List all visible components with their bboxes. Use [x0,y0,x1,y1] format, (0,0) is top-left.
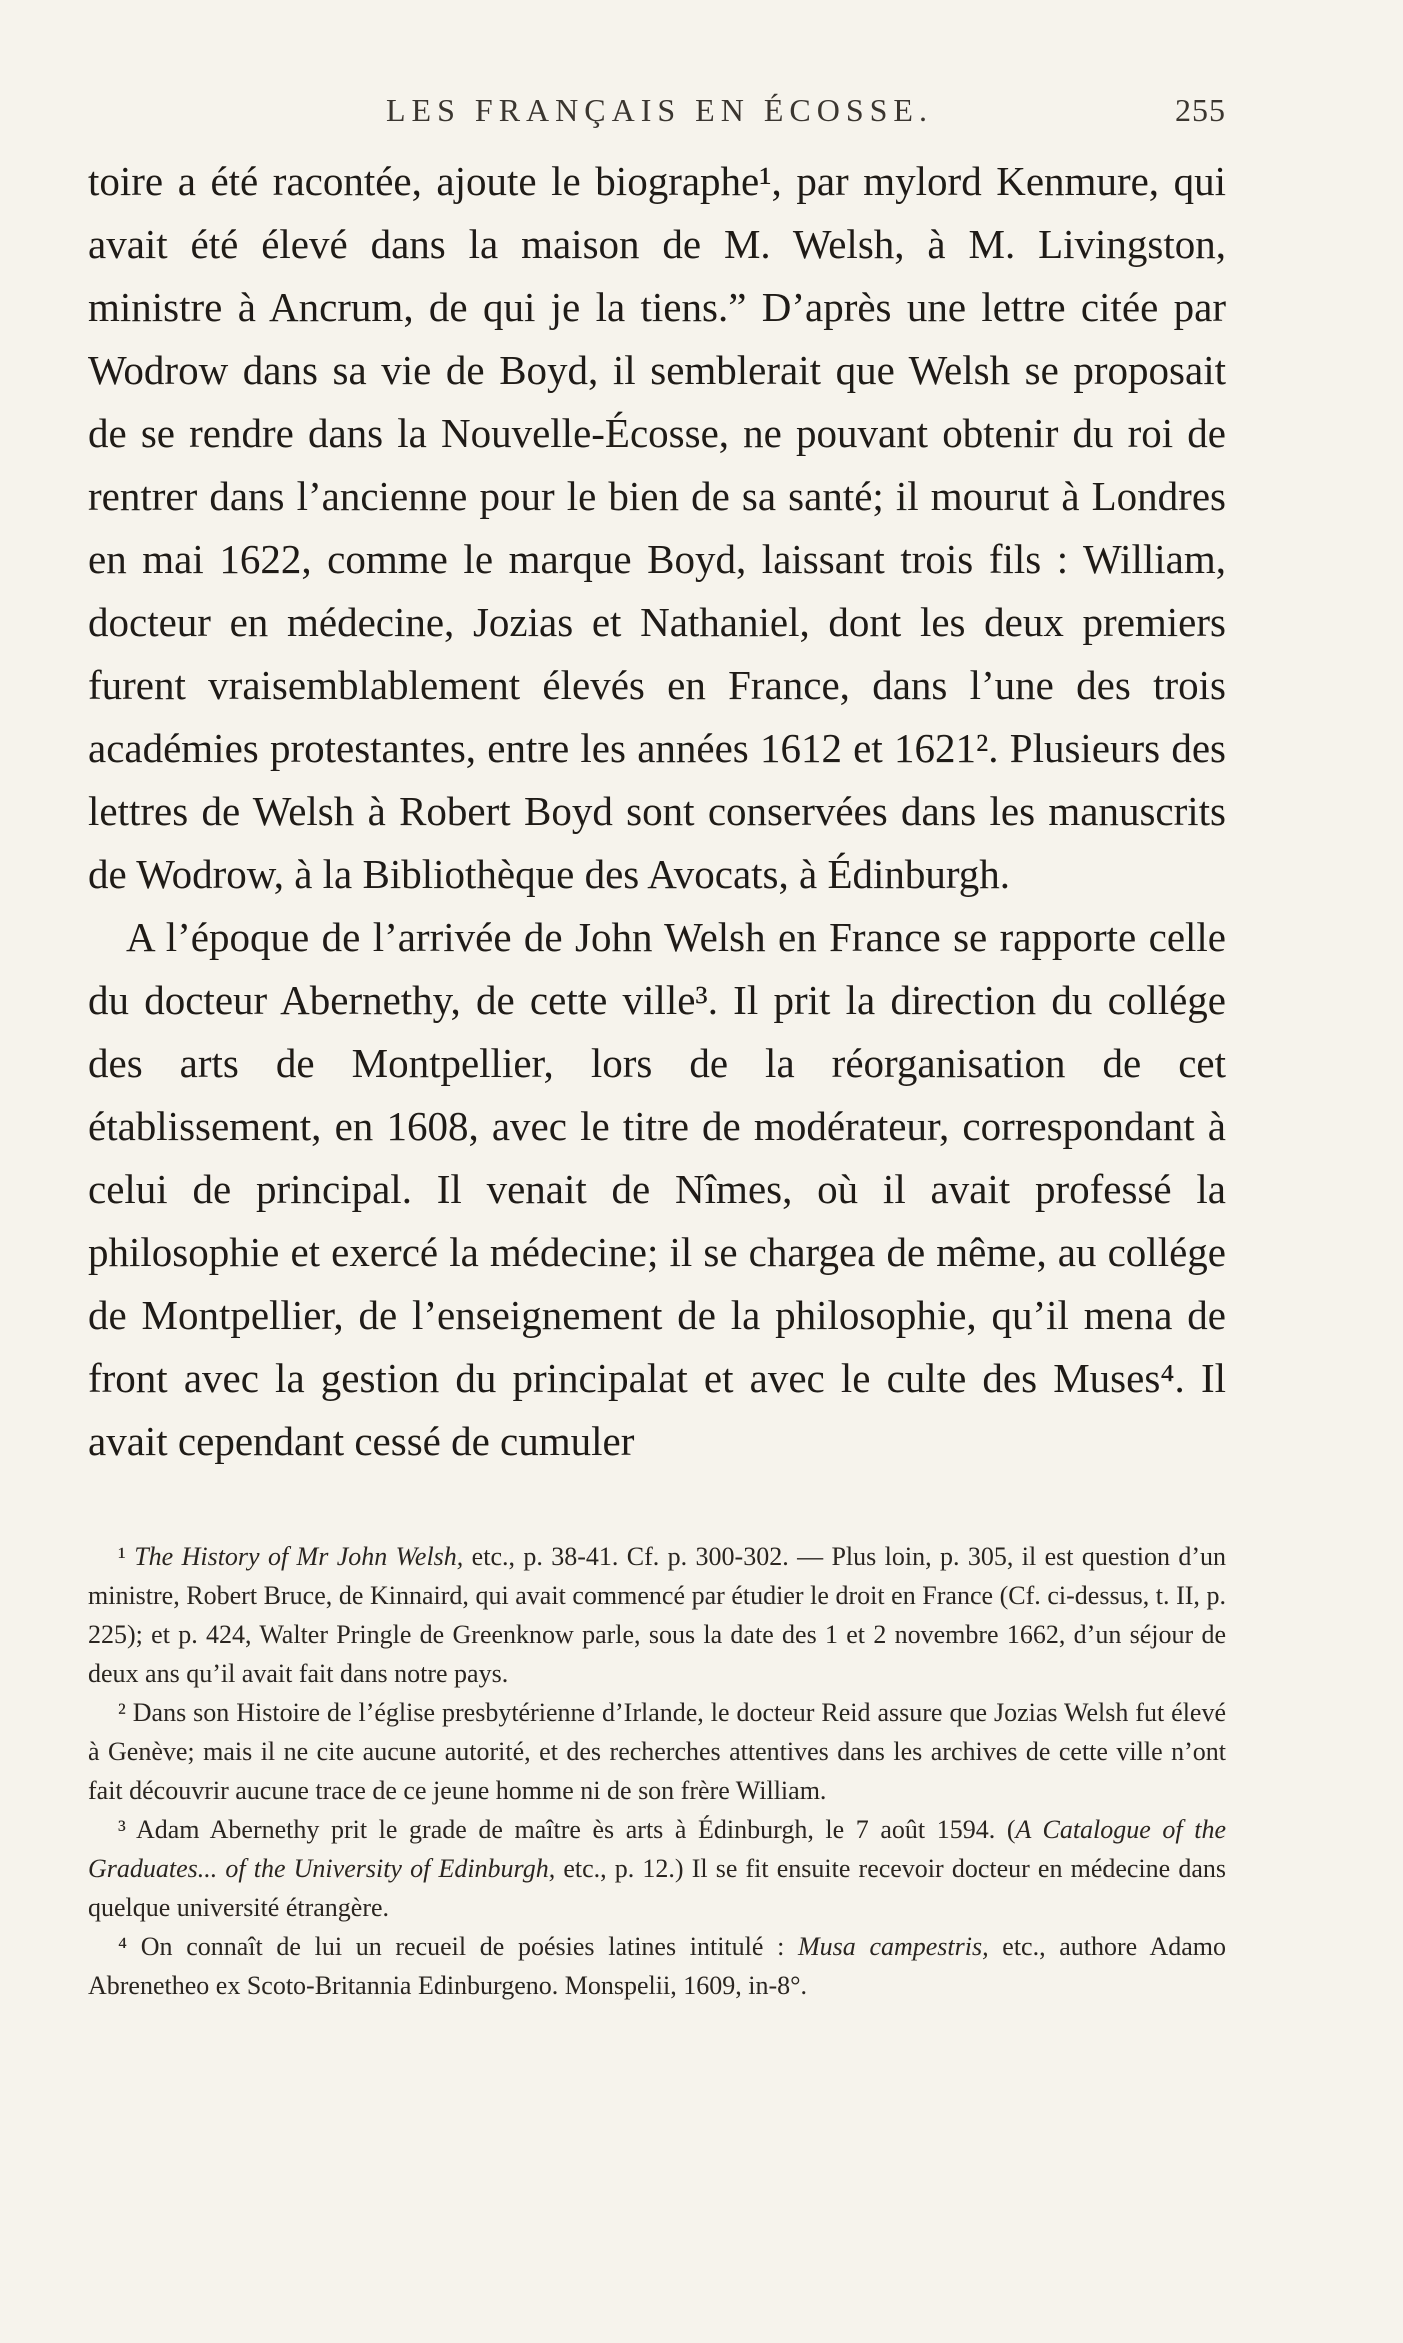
footnote-3-title: A Catalogue of the Graduates... of the University of Edinburgh, [88,1815,1226,1883]
footnote-3-mark: ³ [118,1815,126,1844]
footnote-3 [88,1810,1226,1927]
footnote-2-mark: ² [118,1698,126,1727]
footnote-2 [88,1693,1226,1810]
footnote-4-text-a: On connaît de lui un recueil de poésies latines intitulé : [127,1932,798,1961]
body-text [88,150,1226,1473]
paragraph-1: toire a été racontée, ajoute le biographe¹, par mylord Kenmure, qui avait été élevé dans la maison de M. Welsh, à M. Livingston, ministre à Ancrum, de qui je la tiens.” D’après une lettre citée par Wodrow dans sa vie de Boyd, il semblerait que Welsh se proposait de se rendre dans la Nouvelle-Écosse, ne pouvant obtenir du roi de rentrer dans l’ancienne pour le bien de sa santé; il mourut à Londres en mai 1622, comme le marque Boyd, laissant trois fils : William, docteur en médecine, Jozias et Nathaniel, dont les deux premiers furent vraisemblablement élevés en France, dans l’une des trois académies protestantes, entre les années 1612 et 1621². Plusieurs des lettres de Welsh à Robert Boyd sont conservées dans les manuscrits de Wodrow, à la Bibliothèque des Avocats, à Édinburgh. [88,158,1226,897]
running-head-title: LES FRANÇAIS EN ÉCOSSE. [386,92,933,128]
footnote-2-text: Dans son Histoire de l’église presbytérienne d’Irlande, le docteur Reid assure que Jozias Welsh fut élevé à Genève; mais il ne cite aucune autorité, et des recherches attentives dans les archives de cette ville n’ont fait découvrir aucune trace de ce jeune homme ni de son frère William. [88,1698,1226,1805]
footnotes [88,1537,1226,2005]
page-number: 255 [1175,92,1226,128]
footnote-4-mark: ⁴ [118,1932,128,1961]
book-page [88,92,1226,2005]
paragraph-2: A l’époque de l’arrivée de John Welsh en France se rapporte celle du docteur Abernethy, de cette ville³. Il prit la direction du collége des arts de Montpellier, lors de la réorganisation de cet établissement, en 1608, avec le titre de modérateur, correspondant à celui de principal. Il venait de Nîmes, où il avait professé la philosophie et exercé la médecine; il se chargea de même, au collége de Montpellier, de l’enseignement de la philosophie, qu’il mena de front avec la gestion du principalat et avec le culte des Muses⁴. Il avait cependant cessé de cumuler [88,914,1226,1464]
footnote-1 [88,1537,1226,1693]
running-head [88,92,1226,150]
footnote-1-mark: ¹ [118,1542,126,1571]
footnote-1-title: The History of Mr John Welsh, [134,1542,464,1571]
footnote-4-title: Musa campestris, [798,1932,989,1961]
footnote-4 [88,1927,1226,2005]
footnote-3-text-b: etc., p. 12.) Il se fit ensuite recevoir docteur en médecine dans quelque université étrangère. [88,1854,1226,1922]
footnote-1-text: etc., p. 38-41. Cf. p. 300-302. — Plus loin, p. 305, il est question d’un ministre, Robert Bruce, de Kinnaird, qui avait commencé par étudier le droit en France (Cf. ci-dessus, t. II, p. 225); et p. 424, Walter Pringle de Greenknow parle, sous la date des 1 et 2 novembre 1662, d’un séjour de deux ans qu’il avait fait dans notre pays. [88,1542,1226,1688]
footnote-4-text-b: etc., authore Adamo Abrenetheo ex Scoto-Britannia Edinburgeno. Monspelii, 1609, in-8°. [88,1932,1226,2000]
footnote-3-text-a: Adam Abernethy prit le grade de maître ès arts à Édinburgh, le 7 août 1594. ( [125,1815,1016,1844]
